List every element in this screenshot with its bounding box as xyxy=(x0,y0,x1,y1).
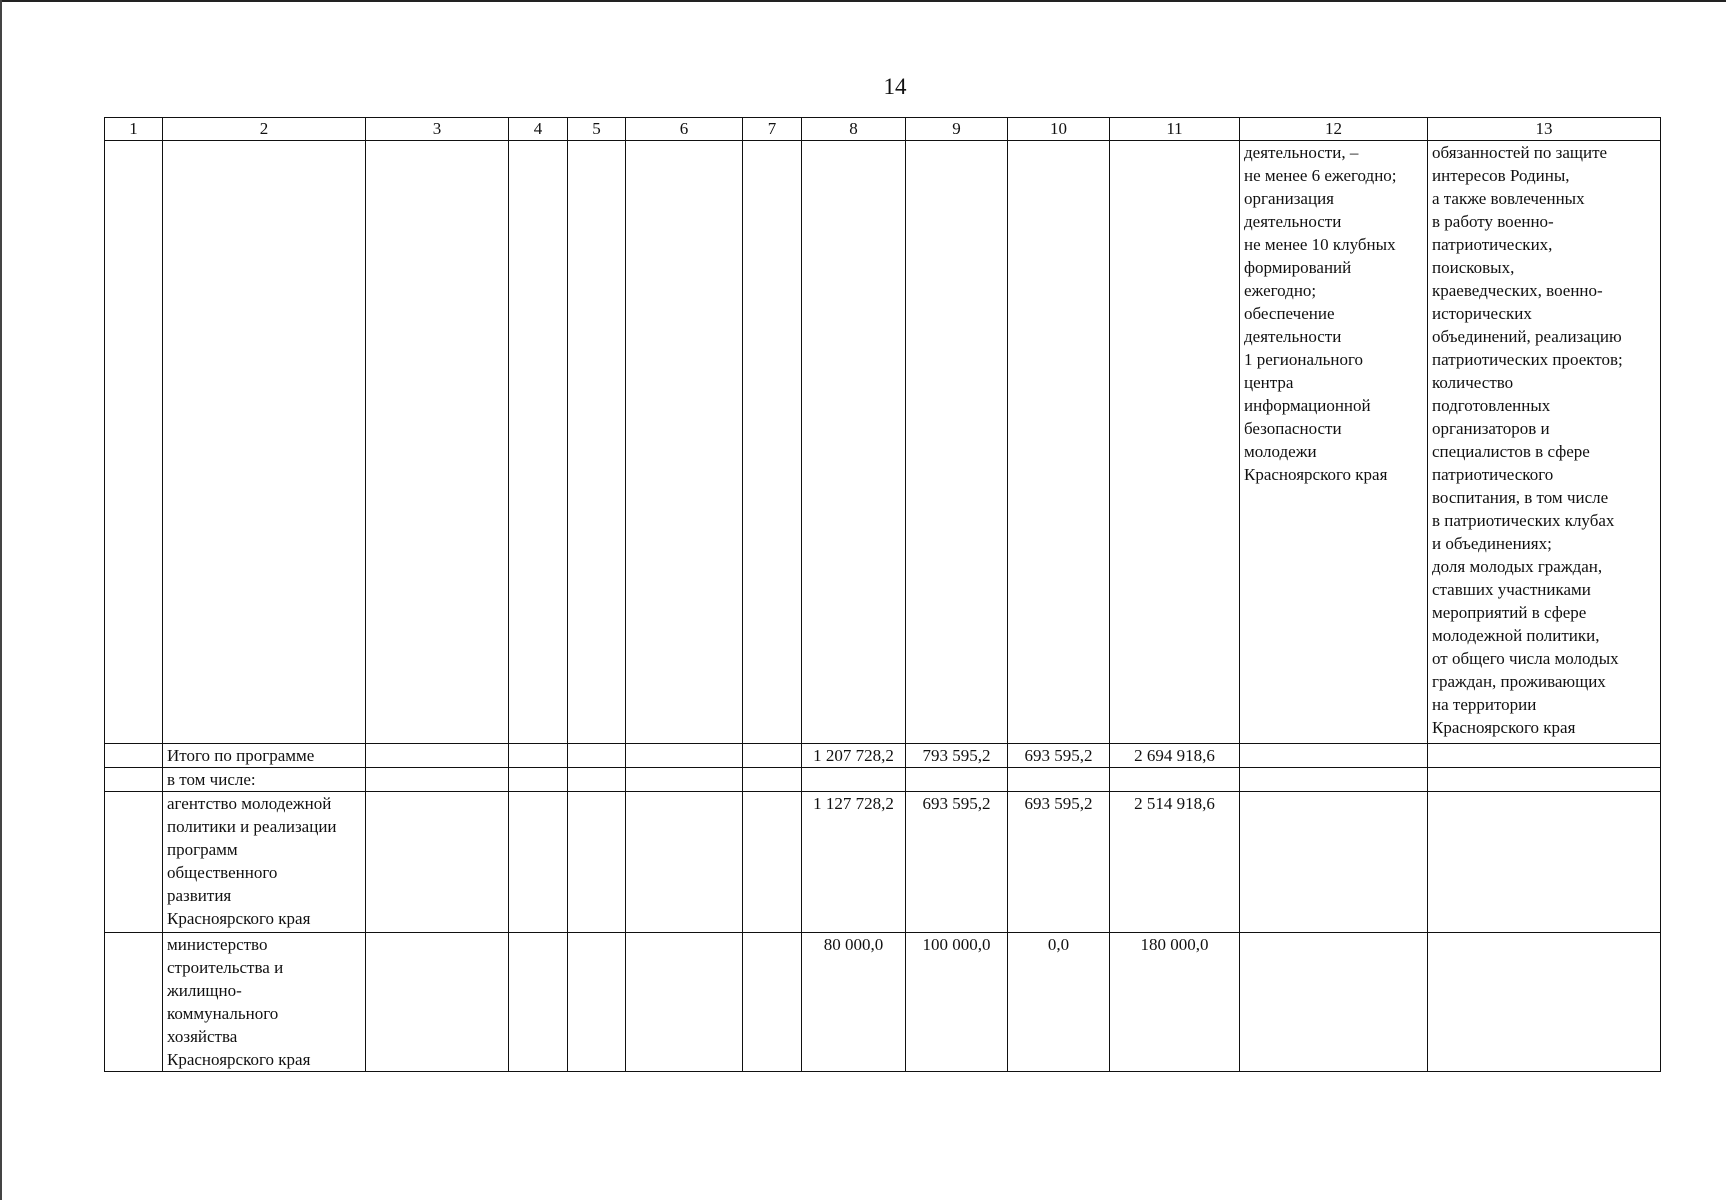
ministry-value-col9: 100 000,0 xyxy=(906,933,1008,1072)
column-number: 1 xyxy=(105,118,163,141)
empty-cell xyxy=(743,768,802,792)
empty-cell xyxy=(626,792,743,933)
column-number: 11 xyxy=(1110,118,1240,141)
empty-cell xyxy=(509,744,568,768)
empty-cell xyxy=(568,744,626,768)
empty-cell xyxy=(626,933,743,1072)
total-value-col10: 693 595,2 xyxy=(1008,744,1110,768)
empty-cell xyxy=(1428,792,1661,933)
table-row-including xyxy=(105,768,1661,792)
empty-cell xyxy=(802,768,906,792)
empty-cell xyxy=(1110,768,1240,792)
column-number: 13 xyxy=(1428,118,1661,141)
total-value-col9: 793 595,2 xyxy=(906,744,1008,768)
empty-cell xyxy=(366,792,509,933)
ministry-label: министерство строительства и жилищно- коммунального хозяйства Красноярского края xyxy=(163,933,366,1072)
page-number: 14 xyxy=(883,74,907,99)
empty-cell xyxy=(105,141,163,744)
empty-cell xyxy=(1008,768,1110,792)
agency-value-col10: 693 595,2 xyxy=(1008,792,1110,933)
table-row-continuation xyxy=(105,141,1661,744)
empty-cell xyxy=(509,141,568,744)
including-label: в том числе: xyxy=(163,768,366,792)
scan-edge-left xyxy=(0,0,2,1200)
empty-cell xyxy=(1110,141,1240,744)
column-number: 2 xyxy=(163,118,366,141)
column-number-row xyxy=(105,118,1661,141)
column-number: 6 xyxy=(626,118,743,141)
empty-cell xyxy=(366,744,509,768)
empty-cell xyxy=(1428,744,1661,768)
empty-cell xyxy=(1428,933,1661,1072)
column-number: 10 xyxy=(1008,118,1110,141)
empty-cell xyxy=(1240,933,1428,1072)
result-text-cell: обязанностей по защите интересов Родины, а также вовлеченных в работу военно- патриотических, поисковых, краеведческих, военно- исторических объединений, реализацию патриотических проектов; количество подготовленных организаторов и специалистов в сфере патриотического воспитания, в том числе в патриотических клубах и объединениях; доля молодых граждан, ставших участниками мероприятий в сфере молодежной политики, от общего числа молодых граждан, проживающих на территории Красноярского края xyxy=(1428,141,1661,744)
empty-cell xyxy=(105,744,163,768)
column-number: 7 xyxy=(743,118,802,141)
empty-cell xyxy=(743,744,802,768)
empty-cell xyxy=(366,141,509,744)
table-row-ministry xyxy=(105,933,1661,1072)
empty-cell xyxy=(568,768,626,792)
ministry-value-col8: 80 000,0 xyxy=(802,933,906,1072)
empty-cell xyxy=(626,744,743,768)
empty-cell xyxy=(743,141,802,744)
empty-cell xyxy=(1240,768,1428,792)
table-row-total xyxy=(105,744,1661,768)
total-value-col11: 2 694 918,6 xyxy=(1110,744,1240,768)
agency-value-col9: 693 595,2 xyxy=(906,792,1008,933)
column-number: 12 xyxy=(1240,118,1428,141)
column-number: 4 xyxy=(509,118,568,141)
column-number: 8 xyxy=(802,118,906,141)
empty-cell xyxy=(366,768,509,792)
empty-cell xyxy=(105,792,163,933)
indicator-text-cell: деятельности, – не менее 6 ежегодно; организация деятельности не менее 10 клубных формирований ежегодно; обеспечение деятельности 1 регионального центра информационной безопасности молодежи Красноярского края xyxy=(1240,141,1428,744)
empty-cell xyxy=(366,933,509,1072)
empty-cell xyxy=(1240,744,1428,768)
total-value-col8: 1 207 728,2 xyxy=(802,744,906,768)
program-table xyxy=(104,117,1661,1072)
column-number: 5 xyxy=(568,118,626,141)
empty-cell xyxy=(1240,792,1428,933)
empty-cell xyxy=(1428,768,1661,792)
empty-cell xyxy=(626,768,743,792)
empty-cell xyxy=(568,141,626,744)
column-number: 3 xyxy=(366,118,509,141)
empty-cell xyxy=(906,141,1008,744)
empty-cell xyxy=(626,141,743,744)
ministry-value-col10: 0,0 xyxy=(1008,933,1110,1072)
agency-value-col11: 2 514 918,6 xyxy=(1110,792,1240,933)
empty-cell xyxy=(568,792,626,933)
empty-cell xyxy=(105,933,163,1072)
empty-cell xyxy=(906,768,1008,792)
empty-cell xyxy=(743,792,802,933)
empty-cell xyxy=(802,141,906,744)
empty-cell xyxy=(1008,141,1110,744)
empty-cell xyxy=(163,141,366,744)
empty-cell xyxy=(509,792,568,933)
table-row-agency xyxy=(105,792,1661,933)
empty-cell xyxy=(105,768,163,792)
column-number: 9 xyxy=(906,118,1008,141)
scan-edge-top xyxy=(0,0,1726,2)
agency-label: агентство молодежной политики и реализации программ общественного развития Красноярского края xyxy=(163,792,366,933)
empty-cell xyxy=(509,768,568,792)
agency-value-col8: 1 127 728,2 xyxy=(802,792,906,933)
total-label: Итого по программе xyxy=(163,744,366,768)
empty-cell xyxy=(568,933,626,1072)
empty-cell xyxy=(509,933,568,1072)
ministry-value-col11: 180 000,0 xyxy=(1110,933,1240,1072)
empty-cell xyxy=(743,933,802,1072)
